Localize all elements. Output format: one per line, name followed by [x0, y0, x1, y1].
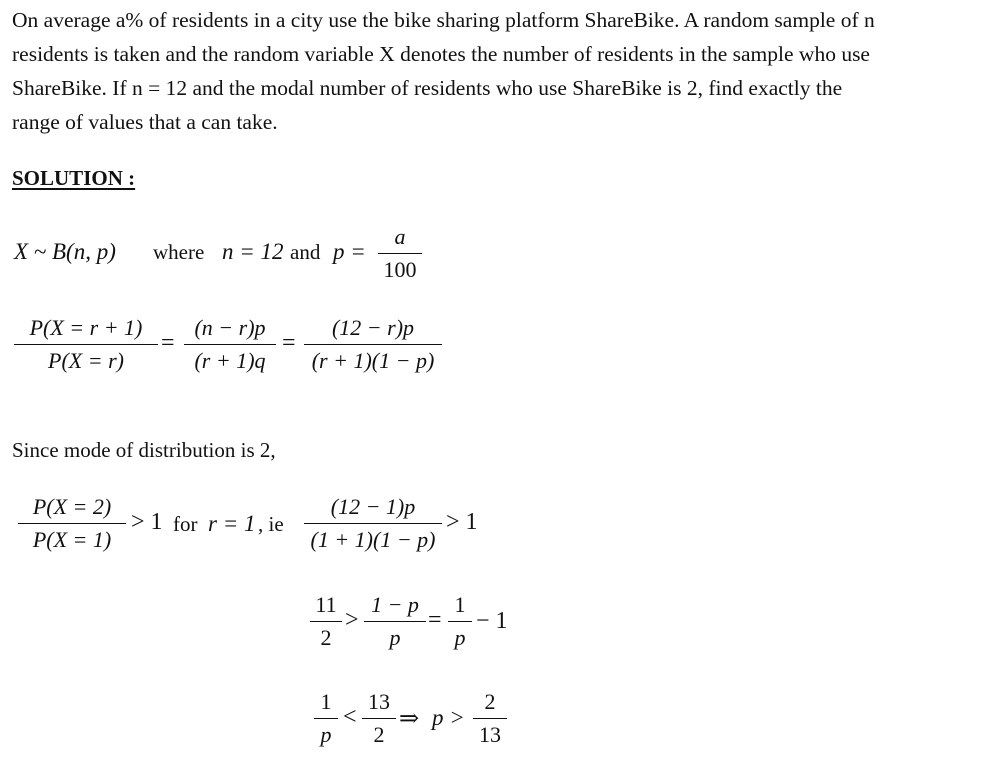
- fraction-numerator: 2: [484, 689, 496, 714]
- ratio-probability-fraction: [14, 314, 158, 375]
- fraction-numerator: 1: [454, 592, 466, 617]
- r-equals-one: r = 1: [208, 511, 256, 536]
- fraction-denominator: 2: [373, 722, 385, 747]
- fraction-bar: [378, 253, 422, 254]
- fraction-bar: [184, 344, 276, 345]
- fraction-numerator: (n − r)p: [194, 315, 266, 340]
- equals-sign: =: [161, 330, 175, 356]
- fraction-denominator: 100: [383, 257, 417, 282]
- fraction-bar: [473, 718, 507, 719]
- fraction-denominator: 2: [320, 625, 332, 650]
- fraction-denominator: 13: [479, 722, 501, 747]
- fraction-denominator: (r + 1)(1 − p): [311, 348, 435, 373]
- fraction-bar: [362, 718, 396, 719]
- fraction-denominator: p: [454, 625, 466, 650]
- fraction-numerator: (12 − r)p: [331, 315, 415, 340]
- fraction-denominator: (1 + 1)(1 − p): [310, 527, 436, 552]
- n-equals: n = 12: [222, 239, 284, 264]
- fraction-numerator: P(X = r + 1): [29, 315, 143, 340]
- solution-heading: SOLUTION :: [12, 166, 136, 190]
- fraction-numerator: P(X = 2): [32, 494, 112, 519]
- mode-substituted-fraction: [304, 493, 442, 554]
- less-than-sign: <: [343, 704, 357, 730]
- fraction-numerator: 13: [368, 689, 390, 714]
- p-greater-than: p >: [432, 705, 465, 730]
- problem-line-4: range of values that a can take.: [12, 110, 278, 134]
- fraction-bar: [304, 344, 442, 345]
- one-minus-p-over-p-fraction: [364, 591, 426, 652]
- fraction-numerator: 1 − p: [371, 592, 419, 617]
- fraction-bar: [364, 621, 426, 622]
- fraction-bar: [314, 718, 338, 719]
- fraction-denominator: p: [320, 722, 332, 747]
- problem-line-2: residents is taken and the random variable X denotes the number of residents in the sample who use: [12, 42, 870, 66]
- thirteen-halves-fraction: [362, 688, 396, 749]
- fraction-numerator: a: [394, 224, 406, 249]
- ie-text: , ie: [258, 512, 284, 536]
- fraction-denominator: P(X = r): [48, 348, 124, 373]
- fraction-a-over-100: [378, 223, 422, 284]
- greater-than-one: > 1: [131, 509, 163, 535]
- problem-line-3: ShareBike. If n = 12 and the modal number of residents who use ShareBike is 2, find exactly the: [12, 76, 843, 100]
- ratio-n12-fraction: [304, 314, 442, 375]
- equals-sign: =: [282, 330, 296, 356]
- fraction-denominator: p: [389, 625, 401, 650]
- two-thirteenths-fraction: [473, 688, 507, 749]
- greater-than-one: > 1: [446, 509, 478, 535]
- fraction-bar: [14, 344, 158, 345]
- and-text: and: [290, 240, 321, 264]
- since-mode-text: Since mode of distribution is 2,: [12, 438, 276, 462]
- fraction-numerator: 11: [315, 592, 337, 617]
- fraction-bar: [18, 523, 126, 524]
- p-equals: p =: [333, 239, 366, 264]
- one-over-p-fraction: [314, 688, 338, 749]
- fraction-bar: [448, 621, 472, 622]
- fraction-denominator: (r + 1)q: [194, 348, 266, 373]
- mode-probability-fraction: [18, 493, 126, 554]
- fraction-numerator: 1: [320, 689, 332, 714]
- minus-one: − 1: [476, 608, 508, 634]
- fraction-numerator: (12 − 1)p: [330, 494, 416, 519]
- where-text: where: [153, 240, 205, 264]
- problem-line-1: On average a% of residents in a city use the bike sharing platform ShareBike. A random sample of n: [12, 8, 875, 32]
- ratio-general-fraction: [184, 314, 276, 375]
- binomial-distribution: X ~ B(n, p): [14, 239, 116, 264]
- for-text: for: [173, 512, 198, 536]
- fraction-bar: [310, 621, 342, 622]
- equals-sign: =: [428, 607, 442, 633]
- fraction-bar: [304, 523, 442, 524]
- implies-arrow: ⇒: [399, 706, 420, 732]
- eleven-halves-fraction: [310, 591, 342, 652]
- greater-than-sign: >: [345, 607, 359, 633]
- fraction-denominator: P(X = 1): [32, 527, 112, 552]
- one-over-p-fraction: [448, 591, 472, 652]
